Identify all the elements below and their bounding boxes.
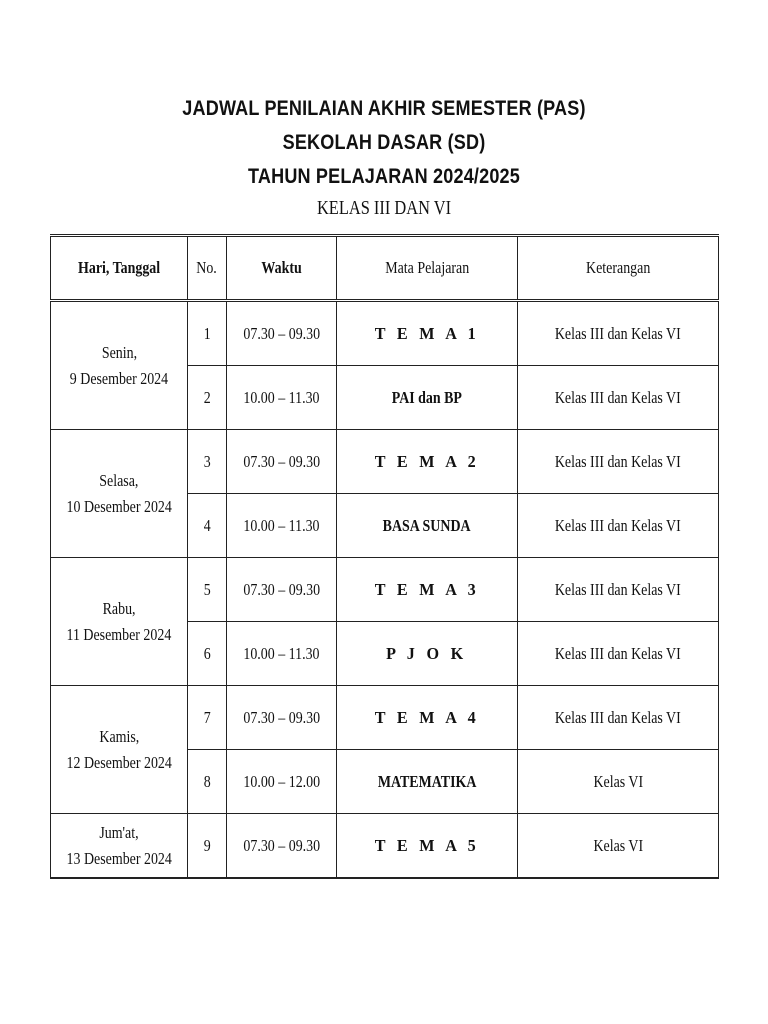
note-cell: Kelas III dan Kelas VI <box>518 558 719 622</box>
schedule-table <box>50 234 719 879</box>
table-row <box>51 686 719 750</box>
subject-cell: PAI dan BP <box>337 366 518 430</box>
note-cell: Kelas III dan Kelas VI <box>518 301 719 366</box>
row-number: 8 <box>188 750 227 814</box>
time-cell: 10.00 – 12.00 <box>227 750 337 814</box>
header-note: Keterangan <box>518 236 719 301</box>
subtitle-class: KELAS III DAN VI <box>316 197 452 219</box>
header-day-date: Hari, Tanggal <box>51 236 188 301</box>
row-number: 6 <box>188 622 227 686</box>
time-cell: 07.30 – 09.30 <box>227 558 337 622</box>
row-number: 4 <box>188 494 227 558</box>
time-cell: 10.00 – 11.30 <box>227 622 337 686</box>
day-cell: Jum'at, 13 Desember 2024 <box>51 814 188 879</box>
subject-cell: T E M A 1 <box>337 301 518 366</box>
note-cell: Kelas III dan Kelas VI <box>518 494 719 558</box>
day-cell: Kamis, 12 Desember 2024 <box>51 686 188 814</box>
time-cell: 07.30 – 09.30 <box>227 686 337 750</box>
table-row <box>51 430 719 494</box>
note-cell: Kelas VI <box>518 750 719 814</box>
note-cell: Kelas III dan Kelas VI <box>518 686 719 750</box>
title-line-1: JADWAL PENILAIAN AKHIR SEMESTER (PAS) <box>182 97 586 120</box>
day-cell: Selasa, 10 Desember 2024 <box>51 430 188 558</box>
subject-cell: P J O K <box>337 622 518 686</box>
subject-cell: BASA SUNDA <box>337 494 518 558</box>
table-row <box>51 814 719 879</box>
document-title-block <box>0 92 768 222</box>
time-cell: 10.00 – 11.30 <box>227 494 337 558</box>
subject-cell: T E M A 2 <box>337 430 518 494</box>
subject-cell: T E M A 5 <box>337 814 518 879</box>
row-number: 9 <box>188 814 227 879</box>
table-row <box>51 558 719 622</box>
subject-cell: T E M A 3 <box>337 558 518 622</box>
day-cell: Rabu, 11 Desember 2024 <box>51 558 188 686</box>
header-row <box>51 236 719 301</box>
table-row <box>51 301 719 366</box>
header-time: Waktu <box>227 236 337 301</box>
time-cell: 07.30 – 09.30 <box>227 814 337 879</box>
header-no: No. <box>188 236 227 301</box>
day-cell: Senin, 9 Desember 2024 <box>51 301 188 430</box>
note-cell: Kelas III dan Kelas VI <box>518 430 719 494</box>
note-cell: Kelas VI <box>518 814 719 879</box>
subject-cell: MATEMATIKA <box>337 750 518 814</box>
time-cell: 10.00 – 11.30 <box>227 366 337 430</box>
row-number: 2 <box>188 366 227 430</box>
note-cell: Kelas III dan Kelas VI <box>518 622 719 686</box>
row-number: 1 <box>188 301 227 366</box>
time-cell: 07.30 – 09.30 <box>227 301 337 366</box>
row-number: 3 <box>188 430 227 494</box>
title-line-2: SEKOLAH DASAR (SD) <box>282 131 486 154</box>
row-number: 7 <box>188 686 227 750</box>
note-cell: Kelas III dan Kelas VI <box>518 366 719 430</box>
header-subject: Mata Pelajaran <box>337 236 518 301</box>
title-line-3: TAHUN PELAJARAN 2024/2025 <box>248 165 520 188</box>
row-number: 5 <box>188 558 227 622</box>
time-cell: 07.30 – 09.30 <box>227 430 337 494</box>
subject-cell: T E M A 4 <box>337 686 518 750</box>
